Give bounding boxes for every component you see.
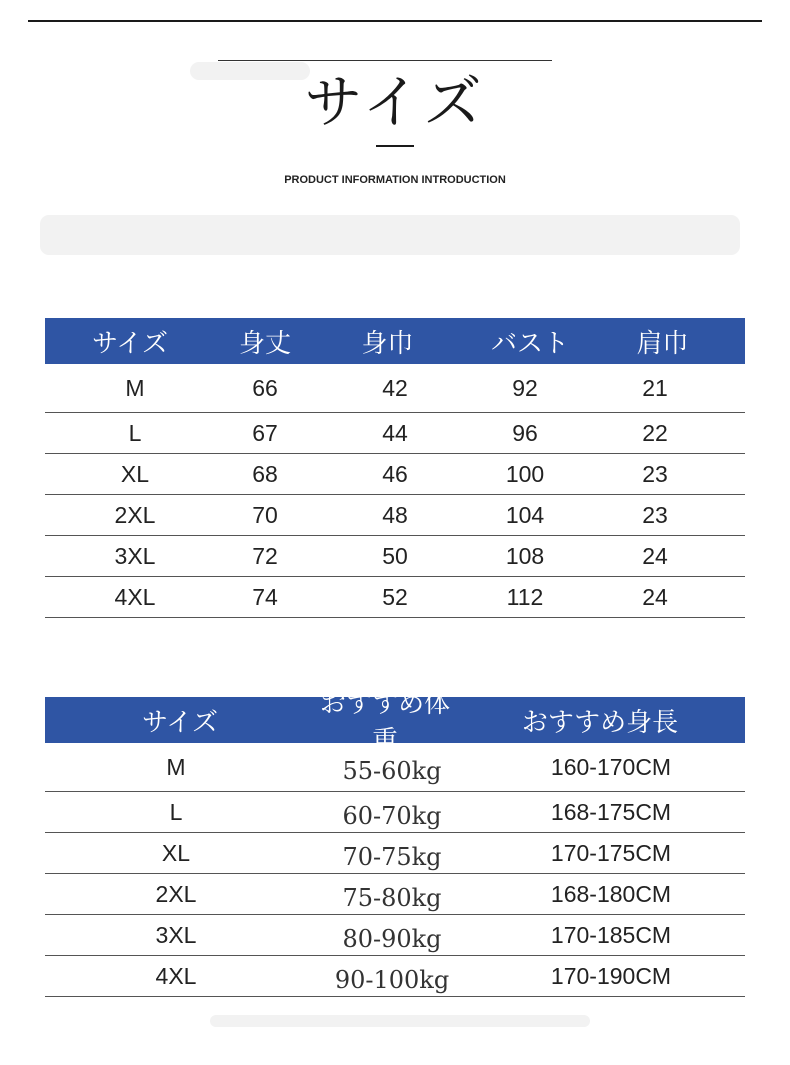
table-row (45, 364, 745, 413)
table-cell: 90-100kg (334, 966, 450, 994)
table-cell: 80-90kg (342, 925, 442, 953)
table-cell: 70-75kg (342, 843, 442, 871)
page-title: サイズ (304, 68, 486, 136)
table-cell: 112 (506, 583, 544, 610)
size-table (45, 318, 745, 618)
table-cell: 55-60kg (342, 757, 442, 785)
table-cell: 96 (512, 419, 538, 446)
table-cell: 22 (642, 419, 668, 446)
table-cell: 75-80kg (342, 884, 442, 912)
table-cell: 170-185CM (550, 921, 672, 948)
table-cell: 4XL (114, 583, 156, 610)
header-cell: 身巾 (361, 328, 414, 359)
table-cell: 160-170CM (550, 753, 672, 780)
table-cell: 60-70kg (342, 802, 442, 830)
table-row (45, 536, 745, 577)
table-row (45, 495, 745, 536)
recommend-table (45, 689, 745, 997)
header-cell: おすすめ身長 (521, 707, 679, 738)
table-cell: 2XL (114, 501, 156, 528)
table-cell: 104 (505, 501, 545, 528)
table-cell: 3XL (155, 921, 197, 948)
table-cell: 74 (252, 583, 278, 610)
table-cell: 23 (642, 501, 668, 528)
table-row (45, 413, 745, 454)
table-cell: 46 (382, 460, 408, 487)
table-cell: 70 (252, 501, 278, 528)
table-cell: M (166, 753, 186, 780)
table-cell: 42 (382, 374, 408, 401)
faint-smudge (40, 215, 740, 255)
header-cell: 肩巾 (636, 328, 689, 359)
table-cell: 72 (252, 542, 278, 569)
table-cell: 168-180CM (550, 880, 672, 907)
table-cell: 100 (505, 460, 545, 487)
page-subtitle: PRODUCT INFORMATION INTRODUCTION (284, 174, 506, 186)
table-cell: XL (161, 839, 191, 866)
table-row (45, 454, 745, 495)
table-row (45, 874, 745, 915)
table-cell: 52 (382, 583, 408, 610)
header-cell: 身丈 (238, 328, 291, 359)
table-cell: 50 (382, 542, 408, 569)
table-cell: L (128, 419, 142, 446)
header-cell: おすすめ体重 (319, 689, 451, 756)
table-cell: 108 (505, 542, 545, 569)
title-top-rule (218, 60, 552, 61)
table-row (45, 915, 745, 956)
top-divider (28, 20, 762, 22)
title-underline (376, 145, 414, 147)
header-cell: サイズ (142, 707, 218, 738)
table-cell: 68 (252, 460, 278, 487)
table-cell: 170-190CM (550, 962, 672, 989)
table-cell: 48 (382, 501, 408, 528)
table-cell: 170-175CM (550, 839, 672, 866)
table-cell: 66 (252, 374, 278, 401)
table-cell: XL (120, 460, 150, 487)
table-cell: 44 (382, 419, 408, 446)
table-cell: 24 (642, 542, 668, 569)
table-row (45, 833, 745, 874)
table-cell: 3XL (114, 542, 156, 569)
table-row (45, 792, 745, 833)
table-row (45, 577, 745, 618)
table-cell: 67 (252, 419, 278, 446)
table-cell: M (125, 374, 145, 401)
table-cell: 23 (642, 460, 668, 487)
table-cell: 168-175CM (550, 798, 672, 825)
recommend-table-header (45, 689, 745, 756)
header-cell: サイズ (92, 328, 168, 359)
faint-smudge (210, 1015, 590, 1027)
table-row (45, 956, 745, 997)
table-cell: 92 (512, 374, 538, 401)
table-cell: 21 (642, 374, 668, 401)
table-cell: 2XL (155, 880, 197, 907)
table-cell: 24 (642, 583, 668, 610)
table-cell: L (169, 798, 183, 825)
header-cell: バスト (490, 328, 569, 359)
table-cell: 4XL (155, 962, 197, 989)
size-table-header (45, 318, 745, 364)
